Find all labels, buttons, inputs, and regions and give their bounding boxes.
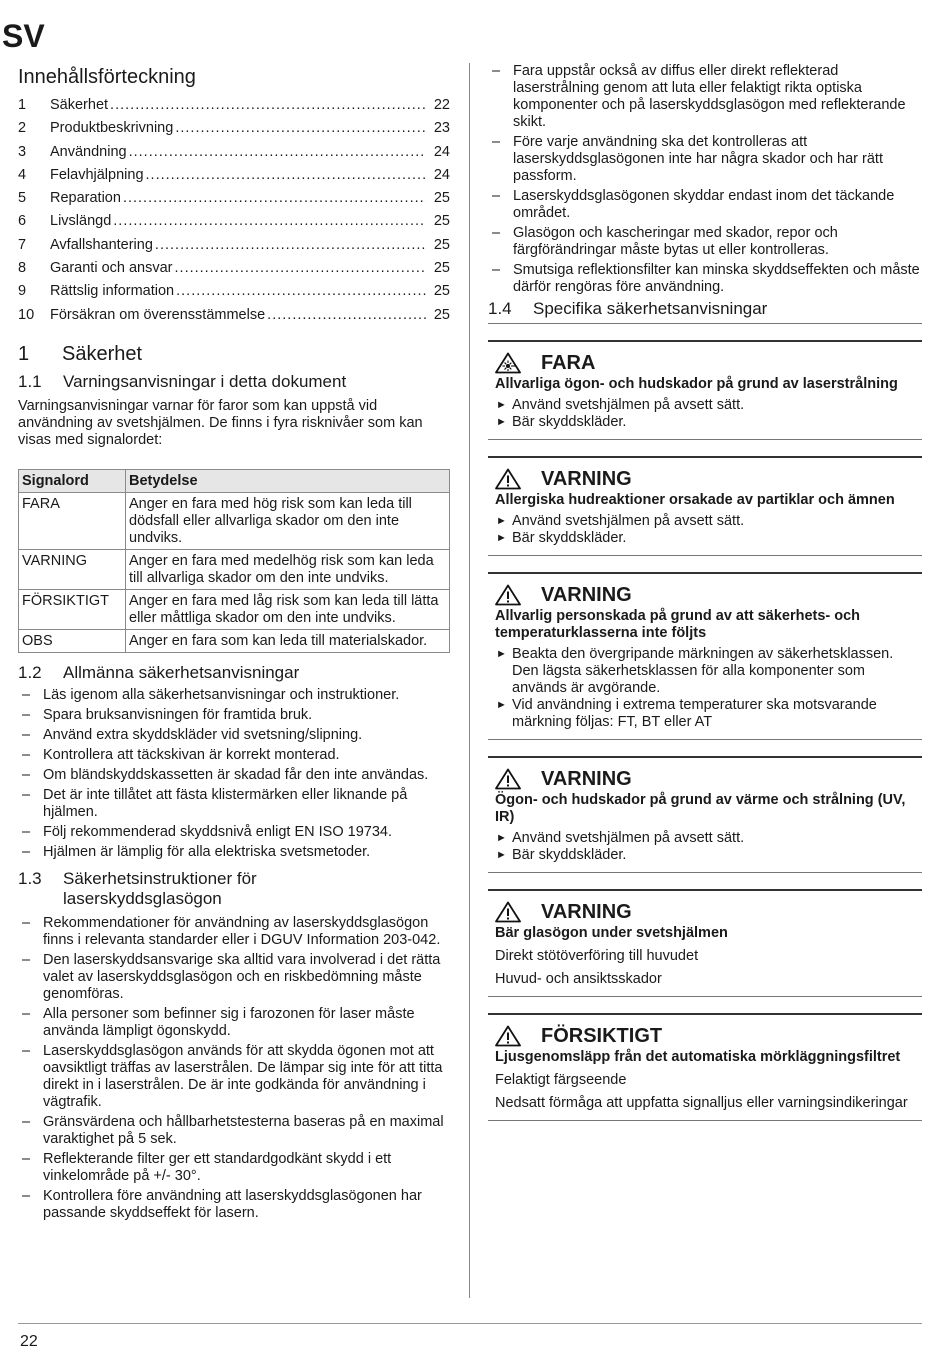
toc-leader-dots: [175, 120, 426, 137]
warning-block: [488, 889, 922, 997]
warning-blocks: [488, 340, 922, 1121]
toc-entry: [18, 144, 450, 167]
warning-header: [495, 352, 922, 374]
table-row: [19, 549, 450, 589]
toc-entry-title: Reparation: [50, 190, 121, 207]
list-item: – Läs igenom alla säkerhetsanvisningar och instruktioner.: [18, 687, 450, 704]
signal-word-cell: OBS: [19, 629, 126, 652]
table-header-row: [19, 469, 450, 492]
toc-leader-dots: [129, 144, 426, 161]
table-row: [19, 629, 450, 652]
warning-triangle-icon: [495, 1025, 521, 1047]
warning-triangle-icon: [495, 901, 521, 923]
toc-entry: [18, 283, 450, 306]
warning-header: [495, 901, 922, 923]
list-item: – Alla personer som befinner sig i farozonen för laser måste använda lämpligt ögonskydd.: [18, 1006, 450, 1040]
toc-entry: [18, 213, 450, 236]
list-item: – Före varje användning ska det kontrolleras att laserskyddsglasögonen inte har några skador och har rätt passform.: [488, 134, 922, 185]
warning-header: [495, 768, 922, 790]
section-heading-1-2: 1.2 Allmänna säkerhetsanvisningar: [18, 662, 300, 682]
toc-entry: [18, 190, 450, 213]
action-list: [495, 397, 922, 431]
action-item: ► Bär skyddskläder.: [495, 847, 922, 864]
warning-block: [488, 756, 922, 873]
toc-entry-page: 25: [433, 190, 450, 207]
section-heading-1-3: 1.3 Säkerhetsinstruktioner för laserskyddsglasögon: [18, 868, 257, 908]
warning-header: [495, 468, 922, 490]
action-item: ► Använd svetshjälmen på avsett sätt.: [495, 513, 922, 530]
list-item: – Fara uppstår också av diffus eller direkt reflekterad laserstrålning genom att luta eller felaktigt rikta optiska komponenter och på laserskyddsglasögon med reflekterande skikt.: [488, 63, 922, 131]
warning-triangle-icon: [495, 768, 521, 790]
toc-entry: [18, 167, 450, 190]
intro-paragraph: Varningsanvisningar varnar för faror som kan uppstå vid användning av svetshjälmen. De finns i fyra risknivåer som kan visas med signalordet:: [18, 397, 423, 448]
toc-entry-number: 5: [18, 190, 27, 207]
signal-word-table: [18, 469, 450, 653]
meaning-cell: Anger en fara med låg risk som kan leda till lätta eller måttliga skador om den inte undviks.: [126, 589, 450, 629]
action-list: [495, 513, 922, 547]
warning-triangle-icon: [495, 468, 521, 490]
toc-entry: [18, 97, 450, 120]
toc-leader-dots: [113, 213, 426, 230]
toc-entry-number: 8: [18, 260, 27, 277]
warning-subtitle: Allergiska hudreaktioner orsakade av partiklar och ämnen: [495, 492, 895, 508]
toc-entry-page: 24: [433, 143, 450, 160]
toc-entry-page: 24: [433, 166, 450, 183]
toc-entry-page: 23: [433, 120, 450, 137]
list-item: – Kontrollera att täckskivan är korrekt monterad.: [18, 747, 450, 764]
toc-entry-number: 10: [18, 306, 35, 323]
signal-word: VARNING: [541, 901, 632, 923]
signal-word: VARNING: [541, 584, 632, 606]
action-item: ► Bär skyddskläder.: [495, 414, 922, 431]
list-item: – Laserskyddsglasögon används för att skydda ögonen mot att oavsiktligt träffas av laserstrålen. De lämpar sig inte för att titta direkt in i laserstrålen. De är inte godkända för användning i vägtrafik.: [18, 1043, 450, 1111]
action-item: ► Använd svetshjälmen på avsett sätt.: [495, 830, 922, 847]
action-list: [495, 830, 922, 864]
toc-title: Innehållsförteckning: [18, 66, 196, 88]
toc-list: [18, 97, 450, 330]
list-item: – Reflekterande filter ger ett standardgodkänt skydd i ett vinkelområde på +/- 30°.: [18, 1151, 450, 1185]
list-item: – Det är inte tillåtet att fästa klistermärken eller liknande på hjälmen.: [18, 787, 450, 821]
toc-entry: [18, 307, 450, 330]
left-column: [18, 63, 450, 1225]
language-code: SV: [2, 18, 45, 54]
list-item: – Glasögon och kascheringar med skador, repor och färgförändringar måste bytas ut eller kontrolleras.: [488, 225, 922, 259]
toc-leader-dots: [267, 307, 426, 324]
toc-entry: [18, 260, 450, 283]
right-column: [488, 63, 922, 1121]
toc-entry-page: 25: [433, 213, 450, 230]
footer-rule: [18, 1323, 922, 1324]
signal-word-cell: FARA: [19, 492, 126, 549]
signal-word: VARNING: [541, 468, 632, 490]
laser-safety-list-continued: [488, 63, 922, 296]
toc-leader-dots: [175, 260, 426, 277]
list-item: – Gränsvärdena och hållbarhetstesterna baseras på en maximal varaktighet på 5 sek.: [18, 1114, 450, 1148]
signal-word: VARNING: [541, 768, 632, 790]
toc-entry-title: Livslängd: [50, 213, 112, 230]
warning-header: [495, 584, 922, 606]
list-item: – Rekommendationer för användning av laserskyddsglasögon finns i relevanta standarder eller i DGUV Information 203-042.: [18, 915, 450, 949]
meaning-cell: Anger en fara med hög risk som kan leda till dödsfall eller allvarliga skador om den inte undviks.: [126, 492, 450, 549]
laser-warning-icon: [495, 352, 521, 374]
toc-leader-dots: [176, 283, 426, 300]
list-item: – Hjälmen är lämplig för alla elektriska svetsmetoder.: [18, 844, 450, 861]
page-number: 22: [20, 1333, 38, 1350]
signal-word: FÖRSIKTIGT: [541, 1025, 663, 1047]
toc-entry-title: Garanti och ansvar: [50, 260, 173, 277]
section-heading-1-4: 1.4 Specifika säkerhetsanvisningar: [488, 299, 922, 324]
warning-block: [488, 340, 922, 440]
toc-leader-dots: [155, 237, 426, 254]
signal-word: FARA: [541, 352, 596, 374]
toc-entry-number: 1: [18, 97, 27, 113]
toc-leader-dots: [110, 97, 426, 114]
warning-subtitle: Ögon- och hudskador på grund av värme och strålning (UV, IR): [495, 792, 906, 825]
section-heading-1-1: 1.1 Varningsanvisningar i detta dokument: [18, 371, 347, 391]
signal-word-cell: FÖRSIKTIGT: [19, 589, 126, 629]
warning-block: [488, 1013, 922, 1121]
toc-entry-number: 7: [18, 236, 27, 253]
list-item: – Smutsiga reflektionsfilter kan minska skyddseffekten och måste därför rengöras före användning.: [488, 262, 922, 296]
meaning-cell: Anger en fara som kan leda till materialskador.: [126, 629, 450, 652]
column-header: Signalord: [19, 469, 126, 492]
warning-triangle-icon: [495, 584, 521, 606]
toc-leader-dots: [123, 190, 426, 207]
toc-entry-title: Felavhjälpning: [50, 166, 144, 183]
consequence-text: Nedsatt förmåga att uppfatta signalljus eller varningsindikeringar: [495, 1095, 908, 1111]
toc-entry-title: Produktbeskrivning: [50, 120, 174, 137]
toc-entry-number: 4: [18, 166, 27, 183]
action-item: ► Vid användning i extrema temperaturer ska motsvarande märkning följas: FT, BT eller AT: [495, 697, 922, 731]
warning-subtitle: Allvarliga ögon- och hudskador på grund av laserstrålning: [495, 376, 898, 392]
column-divider: [469, 63, 470, 1298]
consequence-text: Felaktigt färgseende: [495, 1072, 627, 1088]
table-row: [19, 589, 450, 629]
action-item: ► Använd svetshjälmen på avsett sätt.: [495, 397, 922, 414]
toc-entry: [18, 237, 450, 260]
table-row: [19, 492, 450, 549]
list-item: – Använd extra skyddskläder vid svetsning/slipning.: [18, 727, 450, 744]
toc-entry-title: Säkerhet: [50, 97, 109, 113]
toc-entry-title: Användning: [50, 143, 127, 160]
column-header: Betydelse: [126, 469, 450, 492]
signal-word-cell: VARNING: [19, 549, 126, 589]
toc-entry: [18, 120, 450, 143]
toc-entry-page: 25: [433, 283, 450, 300]
warning-subtitle: Ljusgenomsläpp från det automatiska mörkläggningsfiltret: [495, 1049, 901, 1065]
toc-entry-page: 25: [433, 236, 450, 253]
meaning-cell: Anger en fara med medelhög risk som kan leda till allvarliga skador om den inte undviks.: [126, 549, 450, 589]
action-list: [495, 646, 922, 731]
consequence-text: Huvud- och ansiktsskador: [495, 971, 662, 987]
warning-subtitle: Bär glasögon under svetshjälmen: [495, 925, 728, 941]
toc-entry-number: 6: [18, 213, 27, 230]
toc-entry-page: 25: [433, 260, 450, 277]
list-item: – Laserskyddsglasögonen skyddar endast inom det täckande området.: [488, 188, 922, 222]
warning-subtitle: Allvarlig personskada på grund av att säkerhets- och temperaturklasserna inte följts: [495, 608, 861, 641]
toc-entry-title: Avfallshantering: [50, 236, 153, 253]
general-safety-list: [18, 687, 450, 861]
toc-leader-dots: [146, 167, 426, 184]
laser-safety-list: [18, 915, 450, 1222]
toc-entry-number: 9: [18, 283, 27, 300]
toc-entry-number: 2: [18, 120, 27, 137]
toc-entry-title: Rättslig information: [50, 283, 175, 300]
list-item: – Om bländskyddskassetten är skadad får den inte användas.: [18, 767, 450, 784]
warning-header: [495, 1025, 922, 1047]
toc-entry-page: 25: [433, 306, 450, 323]
list-item: – Den laserskyddsansvarige ska alltid vara involverad i det rätta valet av laserskyddsglasögon och en riskbedömning måste genomföras.: [18, 952, 450, 1003]
action-item: ► Bär skyddskläder.: [495, 530, 922, 547]
toc-entry-page: 22: [433, 97, 450, 113]
list-item: – Spara bruksanvisningen för framtida bruk.: [18, 707, 450, 724]
consequence-text: Direkt stötöverföring till huvudet: [495, 948, 699, 964]
list-item: – Kontrollera före användning att laserskyddsglasögonen har passande skyddseffekt för lasern.: [18, 1188, 450, 1222]
section-heading-1: 1 Säkerhet: [18, 342, 143, 365]
warning-block: [488, 456, 922, 556]
action-item: ► Beakta den övergripande märkningen av säkerhetsklassen. Den lägsta säkerhetsklassen för alla komponenter som används är avgörande.: [495, 646, 922, 697]
list-item: – Följ rekommenderad skyddsnivå enligt EN ISO 19734.: [18, 824, 450, 841]
warning-block: [488, 572, 922, 740]
toc-entry-number: 3: [18, 143, 27, 160]
toc-entry-title: Försäkran om överensstämmelse: [50, 306, 266, 323]
